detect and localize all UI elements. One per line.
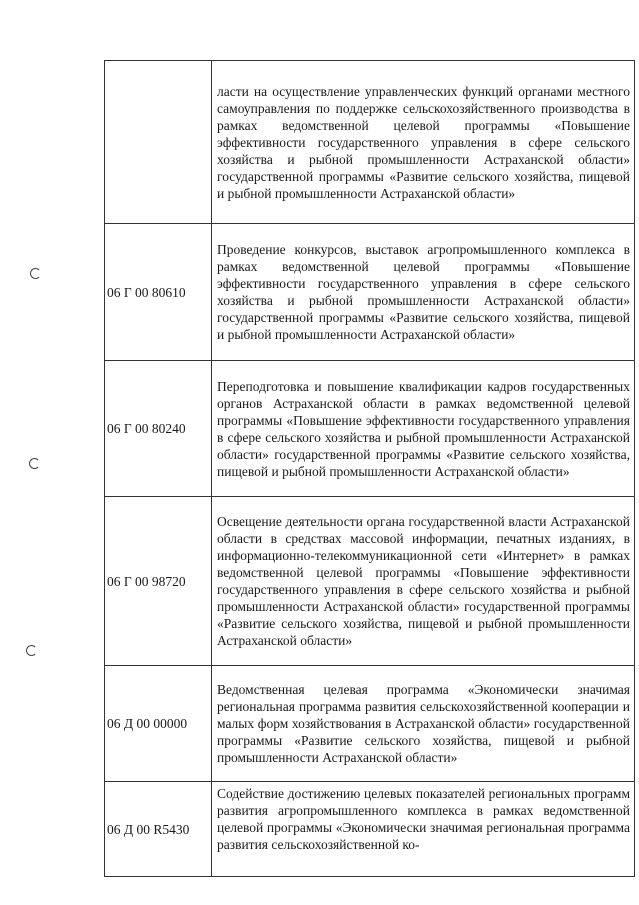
description-cell: Ведомственная целевая программа «Экономически значимая региональная программа развития сельскохозяйственной кооперации и малых форм хозяйствования в Астраханской области» государственной программы «Развитие сельского хозяйства, пищевой и рыбной промышленности Астраханской области»: [212, 666, 635, 782]
table-row: [105, 61, 635, 224]
punch-hole-mark: [26, 645, 37, 656]
table-row: [105, 361, 635, 497]
table-row: [105, 666, 635, 782]
table-row: [105, 497, 635, 666]
code-cell: 06 Г 00 80240: [105, 361, 212, 497]
code-cell: 06 Д 00 00000: [105, 666, 212, 782]
description-cell: Проведение конкурсов, выставок агропромышленного комплекса в рамках ведомственной целевой программы «Повышение эффективности государственного управления в сфере сельского хозяйства и рыбной промышленности Астраханской области» государственной программы «Развитие сельского хозяйства, пищевой и рыбной промышленности Астраханской области»: [212, 224, 635, 361]
code-cell: 06 Г 00 80610: [105, 224, 212, 361]
budget-classification-table: [104, 60, 635, 877]
table-row: [105, 782, 635, 877]
code-cell: 06 Д 00 R5430: [105, 782, 212, 877]
description-cell: ласти на осуществление управленческих функций органами местного самоуправления по поддержке сельскохозяйственного производства в рамках ведомственной целевой программы «Повышение эффективности государственного управления в сфере сельского хозяйства и рыбной промышленности Астраханской области» государственной программы «Развитие сельского хозяйства, пищевой и рыбной промышленности Астраханской области»: [212, 61, 635, 224]
code-cell: 06 Г 00 98720: [105, 497, 212, 666]
code-cell: [105, 61, 212, 224]
description-cell: Переподготовка и повышение квалификации кадров государственных органов Астраханской области в рамках ведомственной целевой программы «Повышение эффективности государственного управления в сфере сельского хозяйства и рыбной промышленности Астраханской области» государственной программы «Развитие сельского хозяйства, пищевой и рыбной промышленности Астраханской области»: [212, 361, 635, 497]
description-cell: Содействие достижению целевых показателей региональных программ развития агропромышленного комплекса в рамках ведомственной целевой программы «Экономически значимая региональная программа развития сельскохозяйственной ко-: [212, 782, 635, 877]
punch-hole-mark: [29, 458, 40, 469]
table-row: [105, 224, 635, 361]
description-cell: Освещение деятельности органа государственной власти Астраханской области в средствах массовой информации, печатных изданиях, в информационно-телекоммуникационной сети «Интернет» в рамках ведомственной целевой программы «Повышение эффективности государственного управления в сфере сельского хозяйства и рыбной промышленности Астраханской области» государственной программы «Развитие сельского хозяйства, пищевой и рыбной промышленности Астраханской области»: [212, 497, 635, 666]
punch-hole-mark: [30, 268, 41, 279]
